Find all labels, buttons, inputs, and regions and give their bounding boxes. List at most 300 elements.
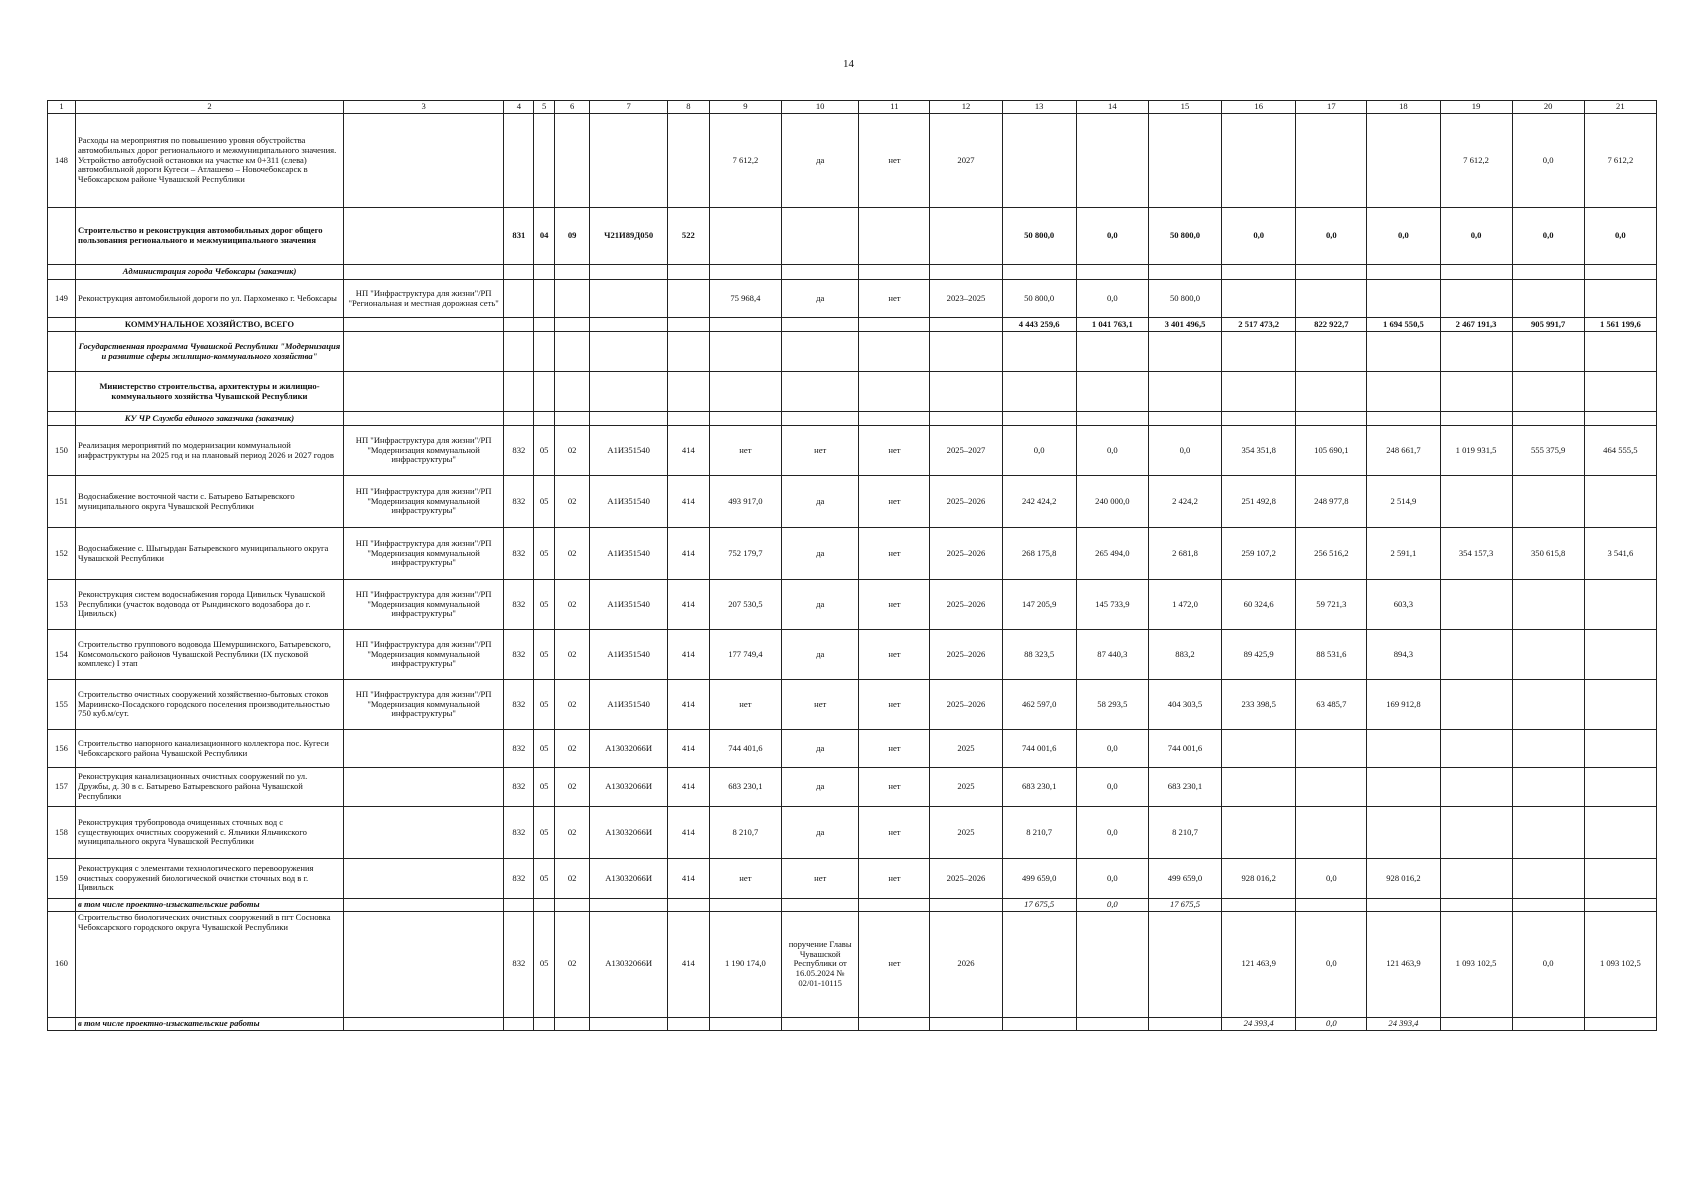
table-row [48, 730, 1657, 768]
value-cell: нет [859, 768, 930, 807]
empty-cell [1512, 412, 1584, 426]
value-cell: 17 675,5 [1002, 899, 1076, 912]
value-cell [1512, 730, 1584, 768]
empty-cell [1148, 372, 1221, 412]
value-cell: да [781, 730, 858, 768]
empty-cell [859, 412, 930, 426]
value-cell: 2025–2026 [930, 528, 1002, 580]
value-cell: 2027 [930, 114, 1002, 208]
value-cell: нет [859, 280, 930, 318]
value-cell: 0,0 [1076, 899, 1148, 912]
empty-cell [859, 372, 930, 412]
value-cell: 89 425,9 [1222, 630, 1296, 680]
value-cell [1584, 280, 1656, 318]
object-name: Строительство биологических очистных сооружений в пгт Сосновка Чебоксарского городского округа Чувашской Республики [75, 911, 343, 1017]
project-cell: НП "Инфраструктура для жизни"/РП "Модернизация коммунальной инфраструктуры" [343, 528, 503, 580]
value-cell: 105 690,1 [1296, 426, 1367, 476]
value-cell [534, 114, 554, 208]
value-cell: 683 230,1 [709, 768, 781, 807]
value-cell: 2023–2025 [930, 280, 1002, 318]
column-number: 9 [709, 101, 781, 114]
value-cell: 02 [554, 859, 590, 899]
row-number [48, 318, 76, 332]
value-cell [1076, 1017, 1148, 1030]
value-cell: 493 917,0 [709, 476, 781, 528]
value-cell: 4 443 259,6 [1002, 318, 1076, 332]
value-cell: 24 393,4 [1367, 1017, 1440, 1030]
row-number: 160 [48, 911, 76, 1017]
value-cell [1296, 899, 1367, 912]
object-name: Строительство группового водовода Шемуршинского, Батыревского, Комсомольского районов Чувашской Республики (IX пусковой комплекс) I этап [75, 630, 343, 680]
empty-cell [1002, 412, 1076, 426]
value-cell: 02 [554, 768, 590, 807]
empty-cell [1222, 412, 1296, 426]
value-cell: 414 [667, 680, 709, 730]
object-name: Реконструкция систем водоснабжения города Цивильск Чувашской Республики (участок водовода от Рындинского водозабора до г. Цивильск) [75, 580, 343, 630]
object-name: Водоснабжение с. Шыгырдан Батыревского муниципального округа Чувашской Республики [75, 528, 343, 580]
value-cell: А13032066И [590, 730, 667, 768]
row-number: 152 [48, 528, 76, 580]
value-cell: 414 [667, 426, 709, 476]
value-cell [554, 318, 590, 332]
empty-cell [1222, 265, 1296, 280]
value-cell: нет [781, 859, 858, 899]
value-cell [504, 1017, 534, 1030]
value-cell: 414 [667, 528, 709, 580]
value-cell: 462 597,0 [1002, 680, 1076, 730]
value-cell: 7 612,2 [709, 114, 781, 208]
section-title: КУ ЧР Служба единого заказчика (заказчик) [75, 412, 343, 426]
value-cell [590, 114, 667, 208]
value-cell [1367, 280, 1440, 318]
empty-cell [859, 332, 930, 372]
empty-cell [1584, 412, 1656, 426]
value-cell: нет [859, 911, 930, 1017]
empty-cell [781, 412, 858, 426]
value-cell: 2025–2027 [930, 426, 1002, 476]
column-number: 21 [1584, 101, 1656, 114]
value-cell: 832 [504, 426, 534, 476]
empty-cell [343, 265, 503, 280]
value-cell: 145 733,9 [1076, 580, 1148, 630]
section-header-row [48, 332, 1657, 372]
value-cell: А1И351540 [590, 528, 667, 580]
value-cell [709, 899, 781, 912]
object-name: в том числе проектно-изыскательские работы [75, 1017, 343, 1030]
empty-cell [343, 372, 503, 412]
value-cell: 0,0 [1076, 807, 1148, 859]
value-cell: да [781, 528, 858, 580]
value-cell: 02 [554, 476, 590, 528]
value-cell [1222, 280, 1296, 318]
empty-cell [534, 372, 554, 412]
value-cell: А1И351540 [590, 476, 667, 528]
value-cell: Ч21И89Д050 [590, 208, 667, 265]
value-cell: 242 424,2 [1002, 476, 1076, 528]
project-cell: НП "Инфраструктура для жизни"/РП "Модернизация коммунальной инфраструктуры" [343, 426, 503, 476]
value-cell: 8 210,7 [1148, 807, 1221, 859]
value-cell [1512, 859, 1584, 899]
empty-cell [504, 332, 534, 372]
value-cell: 1 561 199,6 [1584, 318, 1656, 332]
value-cell [667, 318, 709, 332]
value-cell: 0,0 [1296, 1017, 1367, 1030]
value-cell [667, 114, 709, 208]
value-cell: 05 [534, 768, 554, 807]
value-cell [1076, 911, 1148, 1017]
value-cell: 2025–2026 [930, 580, 1002, 630]
empty-cell [1002, 372, 1076, 412]
empty-cell [534, 332, 554, 372]
value-cell: 354 351,8 [1222, 426, 1296, 476]
value-cell: 0,0 [1076, 208, 1148, 265]
section-header-row [48, 412, 1657, 426]
value-cell [534, 318, 554, 332]
value-cell: 0,0 [1512, 208, 1584, 265]
table-row [48, 680, 1657, 730]
value-cell [1584, 807, 1656, 859]
value-cell: 02 [554, 630, 590, 680]
empty-cell [667, 265, 709, 280]
value-cell: А1И351540 [590, 426, 667, 476]
column-number: 14 [1076, 101, 1148, 114]
value-cell [1367, 899, 1440, 912]
value-cell: 2025 [930, 807, 1002, 859]
row-number: 159 [48, 859, 76, 899]
value-cell [1440, 630, 1512, 680]
value-cell: А13032066И [590, 859, 667, 899]
value-cell: 05 [534, 476, 554, 528]
value-cell: 0,0 [1296, 859, 1367, 899]
empty-cell [1367, 332, 1440, 372]
project-cell: НП "Инфраструктура для жизни"/РП "Модернизация коммунальной инфраструктуры" [343, 580, 503, 630]
value-cell [1440, 807, 1512, 859]
empty-cell [667, 372, 709, 412]
value-cell: 177 749,4 [709, 630, 781, 680]
table-row [48, 911, 1657, 1017]
value-cell: 50 800,0 [1148, 280, 1221, 318]
value-cell: 05 [534, 426, 554, 476]
value-cell: 265 494,0 [1076, 528, 1148, 580]
empty-cell [1076, 265, 1148, 280]
column-number: 15 [1148, 101, 1221, 114]
value-cell [534, 899, 554, 912]
value-cell [1296, 730, 1367, 768]
empty-cell [667, 412, 709, 426]
value-cell: 05 [534, 730, 554, 768]
empty-cell [504, 265, 534, 280]
value-cell: 09 [554, 208, 590, 265]
empty-cell [709, 265, 781, 280]
table-row [48, 208, 1657, 265]
project-cell [343, 911, 503, 1017]
value-cell [1584, 859, 1656, 899]
value-cell: 603,3 [1367, 580, 1440, 630]
value-cell [859, 1017, 930, 1030]
value-cell: 50 800,0 [1002, 280, 1076, 318]
table-row [48, 807, 1657, 859]
value-cell [1296, 807, 1367, 859]
empty-cell [590, 332, 667, 372]
column-number: 3 [343, 101, 503, 114]
column-number: 20 [1512, 101, 1584, 114]
value-cell [1584, 680, 1656, 730]
object-name: Строительство очистных сооружений хозяйственно-бытовых стоков Мариинско-Посадского городского поселения производительностью 750 куб.м/сут. [75, 680, 343, 730]
value-cell: 8 210,7 [1002, 807, 1076, 859]
value-cell [1584, 476, 1656, 528]
empty-cell [1512, 265, 1584, 280]
value-cell: 0,0 [1076, 280, 1148, 318]
value-cell: 928 016,2 [1367, 859, 1440, 899]
empty-cell [930, 372, 1002, 412]
value-cell: 02 [554, 680, 590, 730]
value-cell: 05 [534, 807, 554, 859]
column-number: 16 [1222, 101, 1296, 114]
empty-cell [554, 372, 590, 412]
value-cell [1222, 114, 1296, 208]
value-cell: 02 [554, 911, 590, 1017]
empty-cell [1148, 332, 1221, 372]
value-cell [1296, 114, 1367, 208]
value-cell [859, 208, 930, 265]
value-cell [504, 280, 534, 318]
project-cell [343, 208, 503, 265]
value-cell: нет [859, 730, 930, 768]
value-cell: 256 516,2 [1296, 528, 1367, 580]
object-name: Строительство и реконструкция автомобильных дорог общего пользования регионального и межмуниципального значения [75, 208, 343, 265]
value-cell: 63 485,7 [1296, 680, 1367, 730]
empty-cell [930, 412, 1002, 426]
value-cell [781, 1017, 858, 1030]
value-cell: да [781, 580, 858, 630]
row-number-cell [48, 412, 76, 426]
value-cell: поручение Главы Чувашской Республики от 16.05.2024 № 02/01-10115 [781, 911, 858, 1017]
empty-cell [1002, 332, 1076, 372]
value-cell [590, 318, 667, 332]
empty-cell [590, 372, 667, 412]
value-cell: 832 [504, 680, 534, 730]
value-cell: 60 324,6 [1222, 580, 1296, 630]
value-cell [1440, 899, 1512, 912]
value-cell: нет [709, 859, 781, 899]
value-cell: 2 467 191,3 [1440, 318, 1512, 332]
column-number: 10 [781, 101, 858, 114]
project-cell [343, 114, 503, 208]
row-number: 157 [48, 768, 76, 807]
value-cell [1440, 680, 1512, 730]
value-cell: 1 093 102,5 [1440, 911, 1512, 1017]
value-cell [930, 899, 1002, 912]
row-number [48, 1017, 76, 1030]
value-cell [1440, 476, 1512, 528]
value-cell [667, 899, 709, 912]
value-cell: 683 230,1 [1002, 768, 1076, 807]
value-cell: 2 514,9 [1367, 476, 1440, 528]
value-cell: 04 [534, 208, 554, 265]
empty-cell [1222, 332, 1296, 372]
value-cell: 350 615,8 [1512, 528, 1584, 580]
value-cell [554, 1017, 590, 1030]
value-cell: 147 205,9 [1002, 580, 1076, 630]
value-cell: 02 [554, 426, 590, 476]
value-cell [1512, 1017, 1584, 1030]
value-cell: нет [859, 528, 930, 580]
value-cell [1440, 280, 1512, 318]
value-cell: 0,0 [1584, 208, 1656, 265]
value-cell: А13032066И [590, 768, 667, 807]
value-cell [1440, 730, 1512, 768]
empty-cell [1367, 412, 1440, 426]
value-cell [1296, 768, 1367, 807]
row-number [48, 208, 76, 265]
value-cell: 832 [504, 630, 534, 680]
value-cell [590, 1017, 667, 1030]
value-cell: 2025 [930, 768, 1002, 807]
value-cell: да [781, 476, 858, 528]
value-cell: 0,0 [1367, 208, 1440, 265]
value-cell [1584, 580, 1656, 630]
value-cell [1512, 580, 1584, 630]
value-cell [1584, 1017, 1656, 1030]
value-cell [1222, 730, 1296, 768]
value-cell [781, 208, 858, 265]
value-cell: 7 612,2 [1584, 114, 1656, 208]
table-row [48, 114, 1657, 208]
section-title: Министерство строительства, архитектуры и жилищно-коммунального хозяйства Чувашской Республики [75, 372, 343, 412]
total-row [48, 318, 1657, 332]
empty-cell [554, 332, 590, 372]
value-cell: 832 [504, 476, 534, 528]
empty-cell [1076, 372, 1148, 412]
value-cell: 499 659,0 [1148, 859, 1221, 899]
value-cell: А1И351540 [590, 580, 667, 630]
section-title: Администрация города Чебоксары (заказчик) [75, 265, 343, 280]
value-cell: 499 659,0 [1002, 859, 1076, 899]
value-cell: 832 [504, 768, 534, 807]
value-cell [1002, 114, 1076, 208]
value-cell: нет [859, 630, 930, 680]
value-cell: 75 968,4 [709, 280, 781, 318]
row-number-cell [48, 372, 76, 412]
empty-cell [1296, 265, 1367, 280]
value-cell [930, 318, 1002, 332]
value-cell: да [781, 280, 858, 318]
empty-cell [343, 412, 503, 426]
value-cell [1440, 859, 1512, 899]
empty-cell [1512, 372, 1584, 412]
section-header-row [48, 372, 1657, 412]
value-cell [1512, 476, 1584, 528]
value-cell: 2 591,1 [1367, 528, 1440, 580]
project-cell: НП "Инфраструктура для жизни"/РП "Модернизация коммунальной инфраструктуры" [343, 476, 503, 528]
section-header-row [48, 265, 1657, 280]
value-cell: 2026 [930, 911, 1002, 1017]
object-name: Реализация мероприятий по модернизации коммунальной инфраструктуры на 2025 год и на плановый период 2026 и 2027 годов [75, 426, 343, 476]
empty-cell [1296, 332, 1367, 372]
value-cell: нет [859, 114, 930, 208]
value-cell: 02 [554, 730, 590, 768]
column-number: 12 [930, 101, 1002, 114]
object-name: Водоснабжение восточной части с. Батырево Батыревского муниципального округа Чувашской Республики [75, 476, 343, 528]
value-cell: 928 016,2 [1222, 859, 1296, 899]
value-cell: 414 [667, 476, 709, 528]
value-cell: 0,0 [1076, 426, 1148, 476]
value-cell [1002, 1017, 1076, 1030]
project-cell [343, 1017, 503, 1030]
value-cell [930, 1017, 1002, 1030]
object-name: КОММУНАЛЬНОЕ ХОЗЯЙСТВО, ВСЕГО [75, 318, 343, 332]
value-cell: 121 463,9 [1367, 911, 1440, 1017]
empty-cell [590, 412, 667, 426]
value-cell [1367, 768, 1440, 807]
empty-cell [554, 265, 590, 280]
row-number [48, 899, 76, 912]
value-cell: нет [859, 476, 930, 528]
value-cell: 555 375,9 [1512, 426, 1584, 476]
value-cell: 905 991,7 [1512, 318, 1584, 332]
value-cell: 464 555,5 [1584, 426, 1656, 476]
value-cell [1512, 768, 1584, 807]
project-cell: НП "Инфраструктура для жизни"/РП "Модернизация коммунальной инфраструктуры" [343, 680, 503, 730]
value-cell: 832 [504, 859, 534, 899]
row-number-cell [48, 265, 76, 280]
value-cell [554, 114, 590, 208]
value-cell: 2025–2026 [930, 630, 1002, 680]
object-name: Реконструкция автомобильной дороги по ул. Пархоменко г. Чебоксары [75, 280, 343, 318]
value-cell: 0,0 [1148, 426, 1221, 476]
value-cell: 248 661,7 [1367, 426, 1440, 476]
value-cell [504, 318, 534, 332]
value-cell [1584, 899, 1656, 912]
value-cell: 05 [534, 630, 554, 680]
column-number: 7 [590, 101, 667, 114]
value-cell [590, 280, 667, 318]
row-number: 150 [48, 426, 76, 476]
empty-cell [930, 265, 1002, 280]
value-cell: 2 424,2 [1148, 476, 1221, 528]
value-cell [1148, 114, 1221, 208]
object-name: Расходы на мероприятия по повышению уровня обустройства автомобильных дорог регионального и межмуниципального значения. Устройство автобусной остановки на участке км 0+311 (слева) автомобильной дороги Кугеси – Атлашево – Новочебоксарск в Чебоксарском районе Чувашской Республики [75, 114, 343, 208]
value-cell: 05 [534, 911, 554, 1017]
value-cell [534, 1017, 554, 1030]
row-number: 151 [48, 476, 76, 528]
value-cell: 50 800,0 [1002, 208, 1076, 265]
value-cell [1076, 114, 1148, 208]
value-cell: 883,2 [1148, 630, 1221, 680]
project-cell [343, 318, 503, 332]
value-cell: 24 393,4 [1222, 1017, 1296, 1030]
value-cell: 894,3 [1367, 630, 1440, 680]
object-name: Реконструкция трубопровода очищенных сточных вод с существующих очистных сооружений с. Яльчики Яльчикского муниципального округа Чувашской Республики [75, 807, 343, 859]
value-cell [859, 318, 930, 332]
value-cell: 233 398,5 [1222, 680, 1296, 730]
value-cell [554, 899, 590, 912]
value-cell: 05 [534, 580, 554, 630]
empty-cell [709, 412, 781, 426]
value-cell: 50 800,0 [1148, 208, 1221, 265]
value-cell: 0,0 [1076, 859, 1148, 899]
table-body [48, 101, 1657, 1031]
value-cell: 169 912,8 [1367, 680, 1440, 730]
value-cell: 752 179,7 [709, 528, 781, 580]
value-cell [554, 280, 590, 318]
value-cell: 414 [667, 580, 709, 630]
value-cell: нет [709, 426, 781, 476]
value-cell [1222, 899, 1296, 912]
project-cell [343, 730, 503, 768]
value-cell: 0,0 [1296, 911, 1367, 1017]
value-cell: 59 721,3 [1296, 580, 1367, 630]
